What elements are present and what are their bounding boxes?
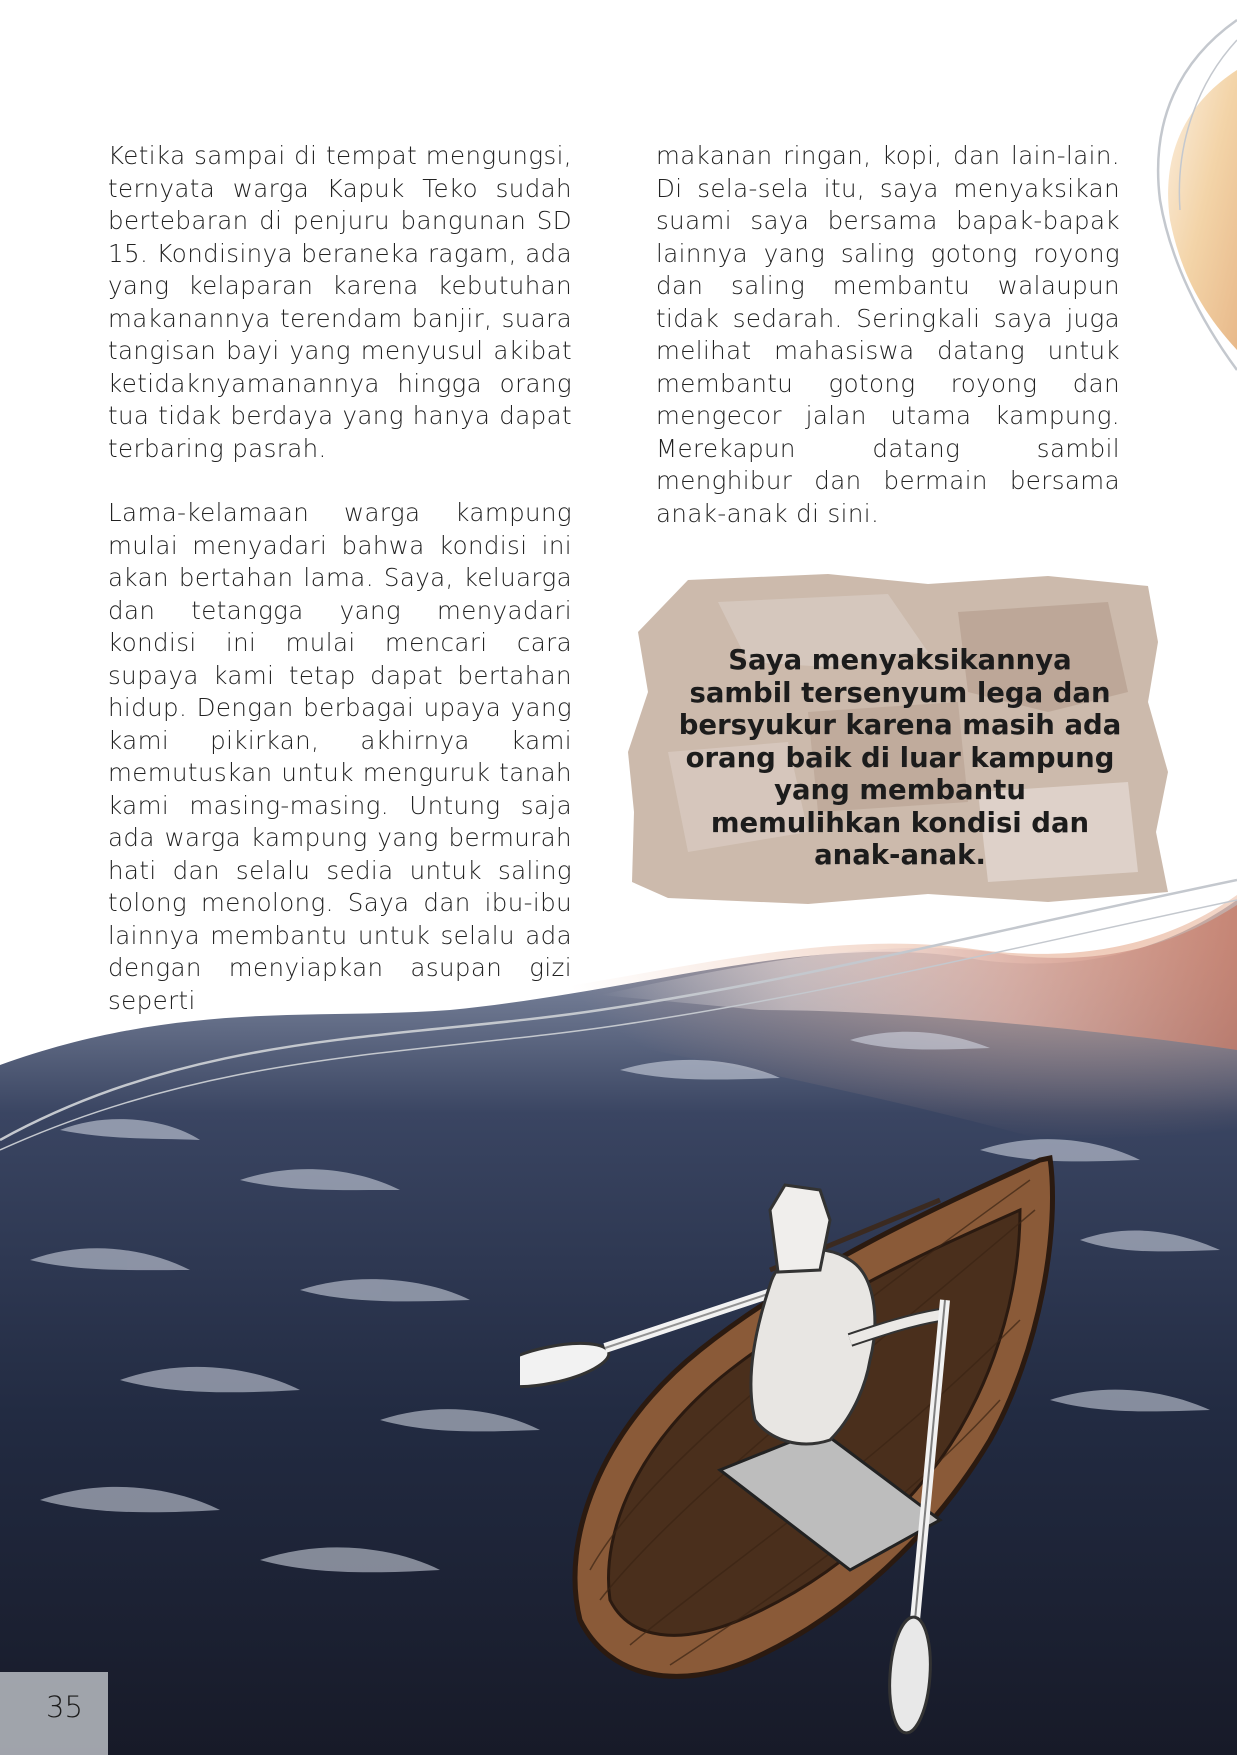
pull-quote	[650, 644, 1150, 872]
quote-line: Saya menyaksikannya	[728, 644, 1072, 676]
paragraph: makanan ringan, kopi, dan lain-lain. Di sela-sela itu, saya menyaksikan suami saya bersama bapak-bapak lainnya yang saling gotong royong dan saling membantu walaupun tidak sedarah. Seringkali saya juga melihat mahasiswa datang untuk membantu gotong royong dan mengecor jalan utama kampung. Merekapun datang sambil menghibur dan bermain bersama anak-anak di sini.	[656, 141, 1120, 528]
quote-line: yang membantu	[774, 774, 1026, 806]
rower-head	[770, 1185, 830, 1272]
paragraph: Ketika sampai di tempat mengungsi, ternyata warga Kapuk Teko sudah bertebaran di penjuru bangunan SD 15. Kondisinya beraneka ragam, ada yang kelaparan karena kebutuhan makanannya terendam banjir, suara tangisan bayi yang menyusul akibat ketidaknyamanannya hingga orang tua tidak berdaya yang hanya dapat terbaring pasrah.	[108, 141, 572, 463]
quote-line: orang baik di luar kampung	[685, 741, 1115, 774]
body-text-left-column	[108, 140, 572, 1017]
quote-line: memulihkan kondisi dan	[710, 806, 1090, 839]
body-text-right-column	[656, 140, 1120, 530]
quote-line: sambil tersenyum lega dan	[689, 676, 1111, 709]
quote-line: bersyukur karena masih ada	[678, 709, 1122, 741]
boat-icon	[520, 1100, 1220, 1755]
quote-line: anak-anak.	[814, 839, 986, 871]
sunset-corner-shape	[1168, 70, 1237, 350]
page-number: 35	[46, 1690, 83, 1724]
paragraph: Lama-kelamaan warga kampung mulai menyadari bahwa kondisi ini akan bertahan lama. Saya, keluarga dan tetangga yang menyadari kondisi ini mulai mencari cara supaya kami tetap dapat bertahan hidup. Dengan berbagai upaya yang kami pikirkan, akhirnya kami memutuskan untuk menguruk tanah kami masing-masing. Untung saja ada warga kampung yang bermurah hati dan selalu sedia untuk saling tolong menolong. Saya dan ibu-ibu lainnya membantu untuk selalu ada dengan menyiapkan asupan gizi seperti	[108, 498, 572, 1015]
